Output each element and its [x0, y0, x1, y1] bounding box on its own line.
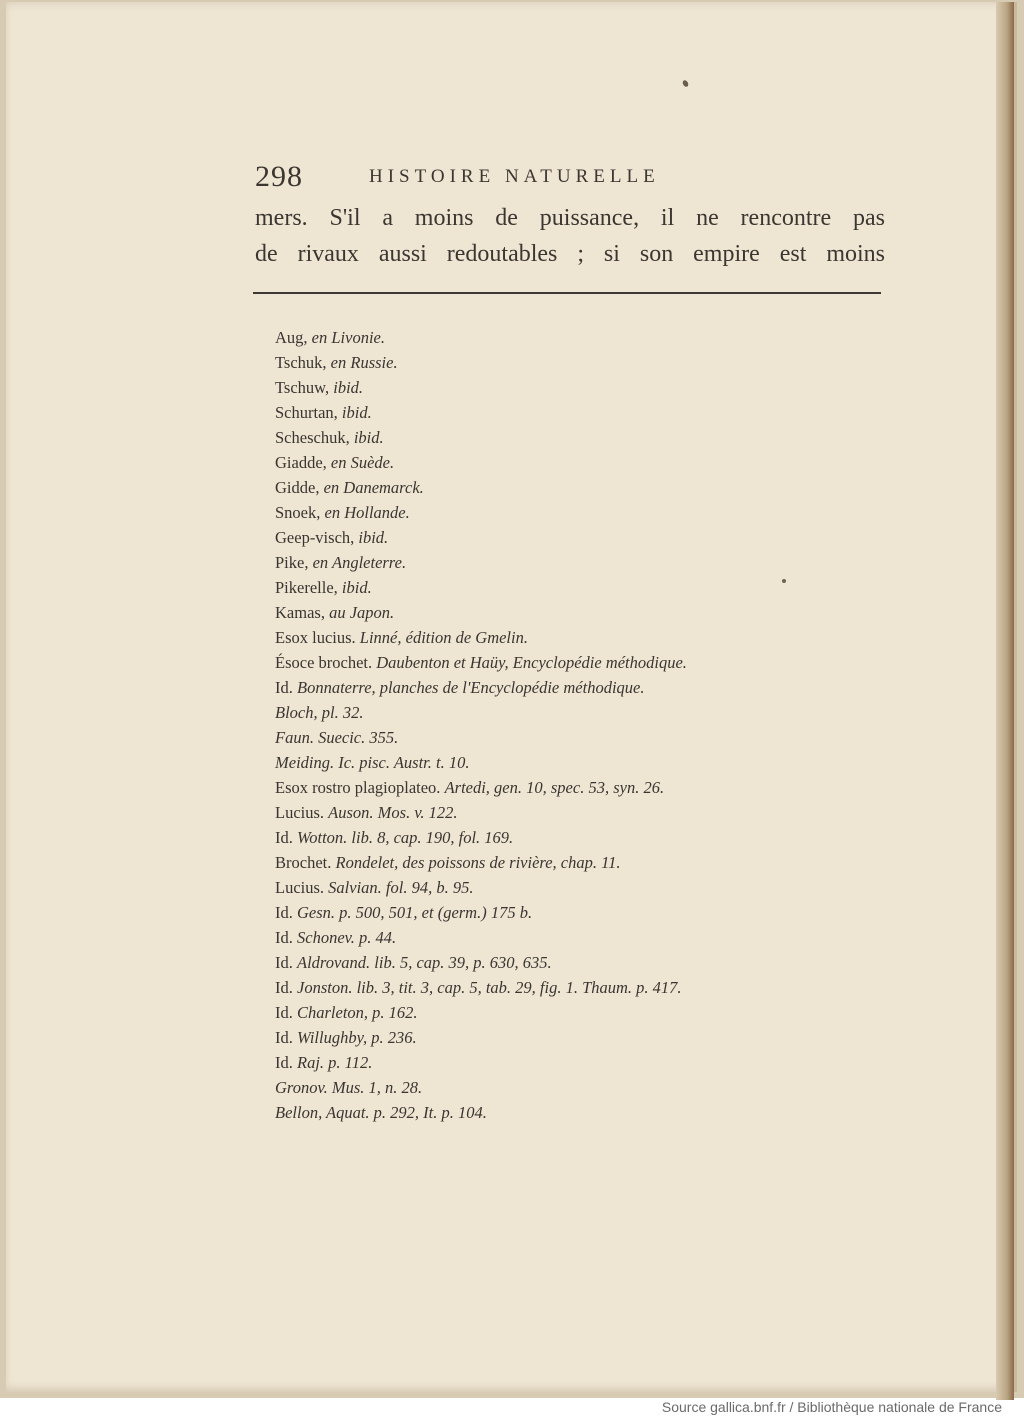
reference-citation: Bellon, Aquat. p. 292, It. p. 104. [275, 1103, 487, 1122]
reference-name: Lucius. [275, 803, 329, 822]
reference-line [275, 325, 895, 350]
reference-name: Gidde, [275, 478, 324, 497]
reference-name: Scheschuk, [275, 428, 354, 447]
reference-citation: Artedi, gen. 10, spec. 53, syn. 26. [444, 778, 665, 797]
reference-citation: Schonev. p. 44. [297, 928, 397, 947]
reference-name: Id. [275, 1028, 297, 1047]
running-head: HISTOIRE NATURELLE [369, 166, 660, 187]
reference-line [275, 350, 895, 375]
reference-citation: Rondelet, des poissons de rivière, chap. 11. [335, 853, 621, 872]
reference-line [275, 975, 895, 1000]
reference-citation: ibid. [358, 528, 389, 547]
reference-name: Esox lucius. [275, 628, 360, 647]
reference-citation: en Angleterre. [312, 553, 407, 572]
reference-name: Brochet. [275, 853, 336, 872]
reference-line [275, 525, 895, 550]
reference-citation: ibid. [341, 578, 372, 597]
reference-line [275, 700, 895, 725]
reference-line [275, 725, 895, 750]
reference-name: Tschuk, [275, 353, 331, 372]
reference-line [275, 625, 895, 650]
reference-name: Giadde, [275, 453, 331, 472]
reference-name: Schurtan, [275, 403, 342, 422]
reference-citation: Daubenton et Haüy, Encyclopédie méthodique. [376, 653, 687, 672]
reference-line [275, 550, 895, 575]
reference-line [275, 1025, 895, 1050]
reference-line [275, 1100, 895, 1125]
reference-name: Pike, [275, 553, 313, 572]
reference-line [275, 1000, 895, 1025]
reference-name: Kamas, [275, 603, 330, 622]
reference-line [275, 750, 895, 775]
reference-line [275, 450, 895, 475]
reference-line [275, 850, 895, 875]
reference-citation: Bonnaterre, planches de l'Encyclopédie méthodique. [297, 678, 645, 697]
reference-name: Id. [275, 953, 297, 972]
reference-citation: Wotton. lib. 8, cap. 190, fol. 169. [297, 828, 514, 847]
reference-citation: Linné, édition de Gmelin. [359, 628, 528, 647]
reference-line [275, 950, 895, 975]
reference-line [275, 1075, 895, 1100]
reference-line [275, 875, 895, 900]
reference-line [275, 925, 895, 950]
reference-citation: Auson. Mos. v. 122. [328, 803, 458, 822]
reference-name: Id. [275, 828, 297, 847]
reference-name: Esox rostro plagioplateo. [275, 778, 445, 797]
reference-citation: Gesn. p. 500, 501, et (germ.) 175 b. [297, 903, 533, 922]
reference-name: Id. [275, 1053, 297, 1072]
body-line: de rivaux aussi redoutables ; si son empire est moins [255, 241, 885, 267]
source-credit: Source gallica.bnf.fr / Bibliothèque nationale de France [661, 1399, 1002, 1415]
body-text [255, 200, 885, 272]
reference-line [275, 575, 895, 600]
reference-citation: Willughby, p. 236. [297, 1028, 417, 1047]
reference-citation: ibid. [353, 428, 384, 447]
reference-name: Id. [275, 978, 297, 997]
reference-line [275, 425, 895, 450]
reference-line [275, 400, 895, 425]
ink-speck [682, 79, 690, 88]
reference-citation: Meiding. Ic. pisc. Austr. t. 10. [275, 753, 470, 772]
reference-line [275, 375, 895, 400]
reference-name: Id. [275, 678, 297, 697]
reference-name: Id. [275, 928, 297, 947]
reference-citation: Faun. Suecic. 355. [275, 728, 399, 747]
reference-line [275, 500, 895, 525]
reference-citation: ibid. [333, 378, 364, 397]
reference-citation: Bloch, pl. 32. [275, 703, 364, 722]
reference-name: Id. [275, 1003, 297, 1022]
reference-citation: Charleton, p. 162. [297, 1003, 418, 1022]
reference-name: Tschuw, [275, 378, 334, 397]
reference-citation: en Danemarck. [323, 478, 424, 497]
reference-citation: ibid. [341, 403, 372, 422]
reference-citation: au Japon. [329, 603, 395, 622]
reference-line [275, 825, 895, 850]
reference-line [275, 650, 895, 675]
reference-citation: Aldrovand. lib. 5, cap. 39, p. 630, 635. [297, 953, 552, 972]
reference-list [275, 325, 895, 1125]
reference-citation: Raj. p. 112. [297, 1053, 373, 1072]
reference-citation: Jonston. lib. 3, tit. 3, cap. 5, tab. 29, fig. 1. Thaum. p. 417. [297, 978, 682, 997]
reference-name: Id. [275, 903, 297, 922]
reference-name: Ésoce brochet. [275, 653, 377, 672]
reference-line [275, 775, 895, 800]
reference-citation: Gronov. Mus. 1, n. 28. [275, 1078, 423, 1097]
reference-line [275, 675, 895, 700]
body-line: mers. S'il a moins de puissance, il ne rencontre pas [255, 205, 885, 231]
reference-citation: en Russie. [330, 353, 398, 372]
reference-line [275, 600, 895, 625]
reference-name: Snoek, [275, 503, 325, 522]
reference-name: Pikerelle, [275, 578, 342, 597]
reference-citation: Salvian. fol. 94, b. 95. [328, 878, 474, 897]
page-header [255, 160, 885, 200]
reference-line [275, 475, 895, 500]
reference-citation: en Hollande. [324, 503, 410, 522]
reference-line [275, 1050, 895, 1075]
reference-citation: en Suède. [330, 453, 395, 472]
reference-name: Aug, [275, 328, 312, 347]
reference-name: Lucius. [275, 878, 329, 897]
page-edge [996, 2, 1014, 1400]
reference-line [275, 800, 895, 825]
reference-name: Geep-visch, [275, 528, 359, 547]
reference-citation: en Livonie. [311, 328, 385, 347]
footnote-rule [253, 292, 881, 294]
reference-line [275, 900, 895, 925]
page-number: 298 [255, 160, 303, 193]
